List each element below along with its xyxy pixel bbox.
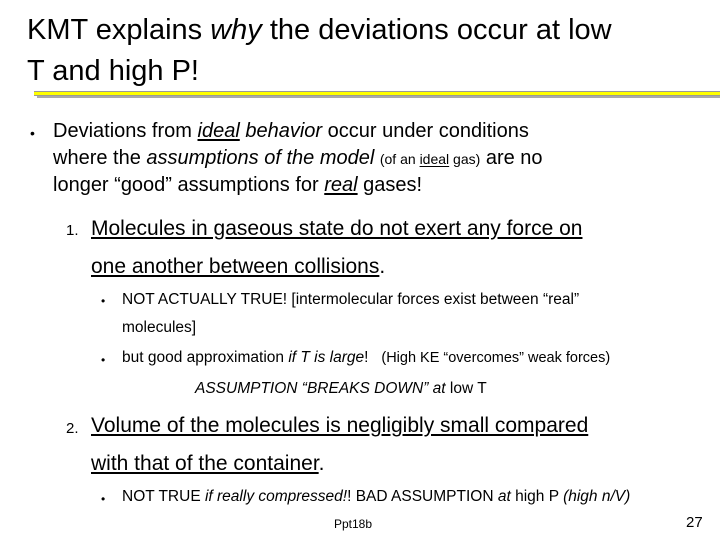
item2-sub1: NOT TRUE if really compressed!! BAD ASSUMPTION at high P (high n/V) bbox=[122, 488, 631, 505]
bullet1-line3: longer “good” assumptions for real gases! bbox=[53, 174, 423, 196]
item1-line2: one another between collisions. bbox=[91, 255, 386, 278]
title-underline-shadow bbox=[37, 96, 720, 98]
bullet1-line2: where the assumptions of the model (of an ideal gas) are no bbox=[53, 147, 543, 169]
item1-breaks-down: ASSUMPTION “BREAKS DOWN” at low T bbox=[195, 380, 487, 397]
item1-line1: Molecules in gaseous state do not exert any force on bbox=[91, 217, 583, 240]
item2-line1: Volume of the molecules is negligibly small compared bbox=[91, 414, 589, 437]
item2-number: 2. bbox=[66, 420, 79, 437]
bullet1-line1: Deviations from ideal behavior occur under conditions bbox=[53, 120, 529, 142]
sub-bullet-marker: • bbox=[101, 294, 106, 308]
sub-bullet-marker: • bbox=[101, 353, 106, 367]
page-number: 27 bbox=[686, 514, 703, 531]
item1-sub2-note: (High KE “overcomes” weak forces) bbox=[381, 350, 611, 366]
title-emphasis-why: why bbox=[210, 14, 262, 46]
item1-number: 1. bbox=[66, 222, 79, 239]
slide-title-line2: T and high P! bbox=[27, 55, 199, 87]
bullet-marker: • bbox=[30, 125, 35, 141]
slide-title-line1: KMT explains why the deviations occur at low bbox=[27, 14, 612, 46]
item1-sub2: but good approximation if T is large! (High KE “overcomes” weak forces) bbox=[122, 349, 611, 366]
item2-line2: with that of the container. bbox=[91, 452, 325, 475]
item1-sub1-line2: molecules] bbox=[122, 319, 197, 336]
item1-sub1-line1: NOT ACTUALLY TRUE! [intermolecular forces exist between “real” bbox=[122, 291, 580, 308]
footer-label: Ppt18b bbox=[334, 517, 373, 531]
sub-bullet-marker: • bbox=[101, 492, 106, 506]
